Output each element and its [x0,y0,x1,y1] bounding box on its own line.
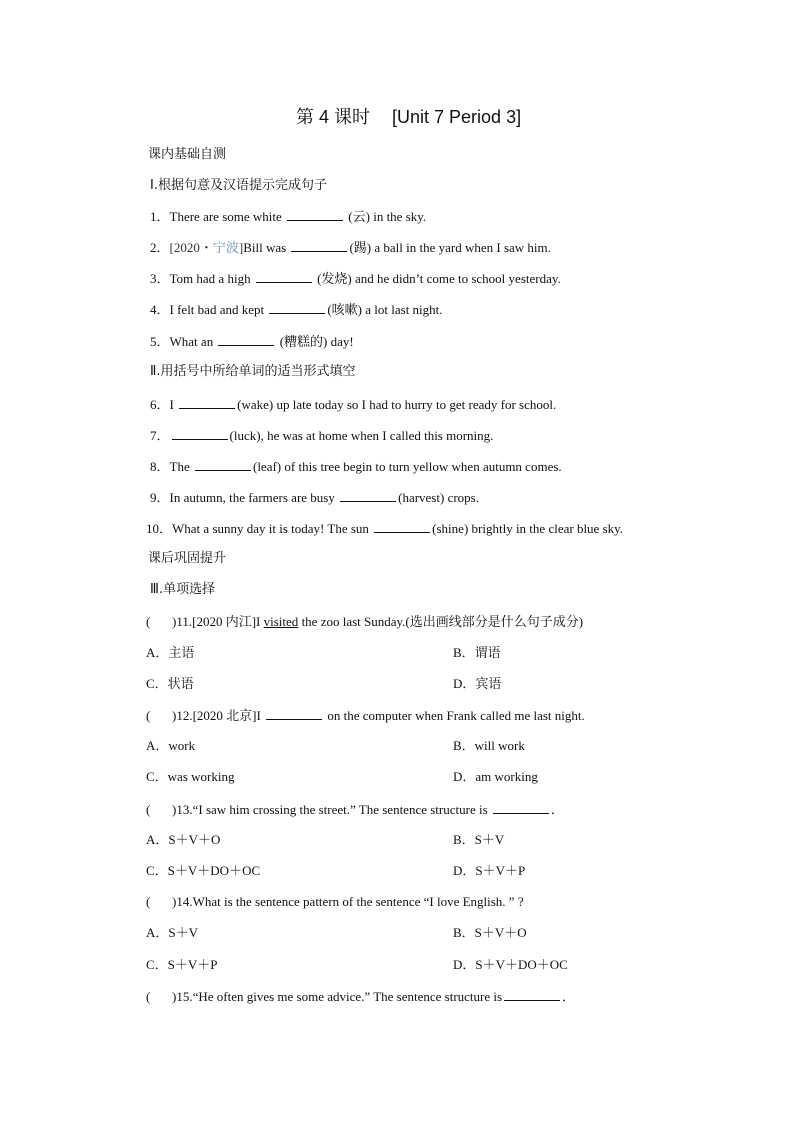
source-tag: [2020・宁波] [169,240,244,255]
answer-paren[interactable]: ( [146,989,151,1004]
answer-blank[interactable] [287,208,343,221]
q11-option-a[interactable]: A．主语 [146,645,195,660]
answer-blank[interactable] [195,458,251,471]
question-12: ( )12.[2020 北京]I on the computer when Frank called me last night. [146,708,585,723]
part-a-heading: 课内基础自测 [148,147,227,162]
answer-blank[interactable] [493,801,549,814]
underlined-word: visited [263,614,299,629]
answer-blank[interactable] [504,988,560,1001]
question-4: 4．I felt bad and kept (咳嗽) a lot last night. [150,302,443,317]
answer-blank[interactable] [266,707,322,720]
question-15: ( )15.“He often gives me some advice.” The sentence structure is ． [146,989,576,1004]
question-7: 7． (luck), he was at home when I called this morning. [150,428,494,443]
question-13: ( )13.“I saw him crossing the street.” The sentence structure is ． [146,802,564,817]
answer-blank[interactable] [179,396,235,409]
answer-paren[interactable]: ( [146,894,151,909]
question-9: 9．In autumn, the farmers are busy (harvest) crops. [150,490,479,505]
q14-option-a[interactable]: A．S＋V [146,925,199,940]
lesson-label: 第 4 课时 [296,107,371,127]
question-3: 3．Tom had a high (发烧) and he didn’t come to school yesterday. [150,271,561,286]
q12-option-d[interactable]: D．am working [453,769,538,784]
section-3-title: Ⅲ.单项选择 [150,582,216,597]
question-14: ( )14.What is the sentence pattern of the sentence “I love English. ” ? [146,894,524,909]
question-8: 8．The (leaf) of this tree begin to turn yellow when autumn comes. [150,459,562,474]
q14-option-d[interactable]: D．S＋V＋DO＋OC [453,957,568,972]
question-11: ( )11.[2020 内江]I visited the zoo last Sunday.(选出画线部分是什么句子成分) [146,614,584,629]
q13-option-c[interactable]: C．S＋V＋DO＋OC [146,863,261,878]
answer-blank[interactable] [374,520,430,533]
answer-paren[interactable]: ( [146,802,151,817]
q14-option-c[interactable]: C．S＋V＋P [146,957,218,972]
answer-blank[interactable] [340,489,396,502]
answer-blank[interactable] [172,427,228,440]
q12-option-b[interactable]: B．will work [453,738,525,753]
question-1: 1．There are some white (云) in the sky. [150,209,427,224]
q13-option-d[interactable]: D．S＋V＋P [453,863,526,878]
section-2-title: Ⅱ.用括号中所给单词的适当形式填空 [150,364,356,379]
answer-blank[interactable] [256,270,312,283]
section-1-title: Ⅰ.根据句意及汉语提示完成句子 [150,178,327,193]
q12-option-c[interactable]: C．was working [146,769,235,784]
q11-option-b[interactable]: B．谓语 [453,645,501,660]
q13-option-a[interactable]: A．S＋V＋O [146,832,221,847]
question-5: 5．What an (糟糕的) day! [150,334,354,349]
answer-paren[interactable]: ( [146,614,151,629]
q12-option-a[interactable]: A．work [146,738,196,753]
q14-option-b[interactable]: B．S＋V＋O [453,925,527,940]
unit-label: [Unit 7 Period 3] [392,107,522,127]
question-10: 10．What a sunny day it is today! The sun (shine) brightly in the clear blue sky. [146,521,624,536]
answer-paren[interactable]: ( [146,708,151,723]
q11-option-c[interactable]: C．状语 [146,676,194,691]
question-2: 2．[2020・宁波]Bill was (踢) a ball in the yard when I saw him. [150,240,551,255]
q11-option-d[interactable]: D．宾语 [453,676,502,691]
answer-blank[interactable] [291,239,347,252]
answer-blank[interactable] [269,301,325,314]
part-b-heading: 课后巩固提升 [148,551,227,566]
page-title [296,106,521,128]
q13-option-b[interactable]: B．S＋V [453,832,505,847]
answer-blank[interactable] [218,333,274,346]
question-6: 6．I (wake) up late today so I had to hurry to get ready for school. [150,397,557,412]
